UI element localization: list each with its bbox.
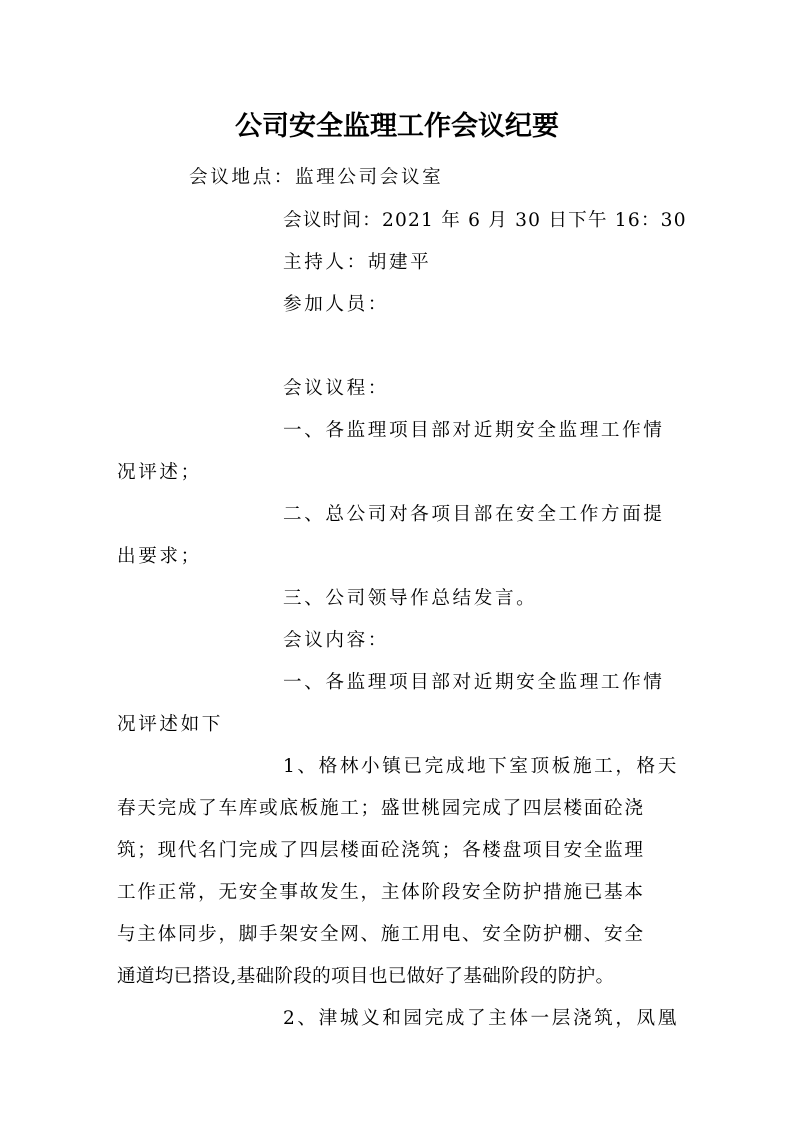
- content-heading: 会议内容：: [283, 630, 389, 651]
- agenda-heading: 会议议程：: [283, 378, 389, 399]
- section-1-heading: 一、各监理项目部对近期安全监理工作情: [283, 672, 665, 693]
- paragraph-1-line-3: 筑；现代名门完成了四层楼面砼浇筑；各楼盘项目安全监理: [117, 840, 645, 861]
- meeting-host: 主持人：胡建平: [283, 252, 432, 273]
- paragraph-2-line-1: 2、津城义和园完成了主体一层浇筑，凤凰: [283, 1008, 679, 1029]
- meeting-participants: 参加人员：: [283, 294, 389, 315]
- agenda-item-1: 一、各监理项目部对近期安全监理工作情: [283, 420, 665, 441]
- meeting-location: 会议地点：监理公司会议室: [189, 167, 444, 188]
- paragraph-1-line-2: 春天完成了车库或底板施工；盛世桃园完成了四层楼面砼浇: [117, 798, 645, 819]
- paragraph-1-line-6: 通道均已搭设,基础阶段的项目也已做好了基础阶段的防护。: [117, 966, 615, 987]
- agenda-item-3: 三、公司领导作总结发言。: [283, 588, 538, 609]
- agenda-item-2-cont: 出要求；: [117, 546, 202, 567]
- paragraph-1-line-5: 与主体同步，脚手架安全网、施工用电、安全防护棚、安全: [117, 924, 645, 945]
- agenda-item-1-cont: 况评述；: [117, 462, 202, 483]
- paragraph-1-line-4: 工作正常，无安全事故发生，主体阶段安全防护措施已基本: [117, 882, 645, 903]
- meeting-time: 会议时间：2021 年 6 月 30 日下午 16：30: [283, 210, 687, 231]
- agenda-item-2: 二、总公司对各项目部在安全工作方面提: [283, 504, 665, 525]
- document-title: 公司安全监理工作会议纪要: [235, 111, 559, 142]
- section-1-heading-cont: 况评述如下: [117, 714, 223, 735]
- paragraph-1-line-1: 1、格林小镇已完成地下室顶板施工，格天: [283, 756, 679, 777]
